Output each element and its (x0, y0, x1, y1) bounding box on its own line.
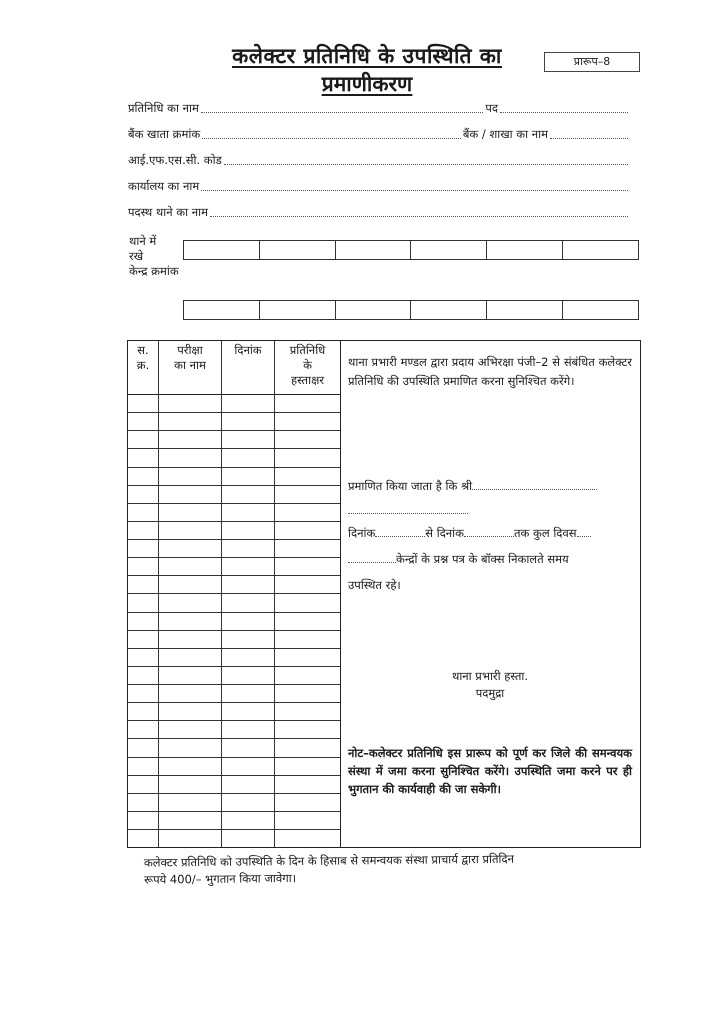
signature-cell[interactable] (275, 486, 340, 503)
table-row (128, 721, 340, 739)
serial-cell[interactable] (128, 558, 159, 575)
name-input-line-2[interactable] (348, 512, 468, 514)
digit-box[interactable] (335, 241, 411, 259)
serial-cell[interactable] (128, 431, 159, 448)
table-row (128, 449, 340, 467)
signature-cell[interactable] (275, 468, 340, 485)
exam-name-cell[interactable] (159, 504, 222, 521)
label-line: केन्द्र क्रमांक (129, 264, 179, 278)
title-line-1: कलेक्टर प्रतिनिधि के उपस्थिति का (232, 44, 502, 68)
header-exam-name (159, 341, 222, 394)
digit-box[interactable] (410, 241, 486, 259)
field-bank-account (128, 124, 630, 142)
exam-name-cell[interactable] (159, 468, 222, 485)
exam-name-cell[interactable] (159, 522, 222, 539)
certification-pane (341, 341, 640, 847)
serial-cell[interactable] (128, 631, 159, 648)
signature-cell[interactable] (275, 703, 340, 720)
header-serial (128, 341, 159, 394)
center-number-label (129, 234, 179, 279)
cert-prefix: प्रमाणित किया जाता है कि श्री (348, 479, 473, 493)
account-input-line[interactable] (202, 137, 461, 139)
serial-cell[interactable] (128, 649, 159, 666)
exam-name-cell[interactable] (159, 649, 222, 666)
field-label: पद (485, 101, 498, 115)
serial-cell[interactable] (128, 721, 159, 738)
serial-cell[interactable] (128, 522, 159, 539)
exam-name-cell[interactable] (159, 721, 222, 738)
header-text: क्र. (136, 358, 150, 372)
date-cell[interactable] (222, 758, 275, 775)
document-title (222, 42, 512, 98)
center-number-boxes-2 (183, 300, 639, 320)
digit-box[interactable] (259, 241, 335, 259)
exam-name-cell[interactable] (159, 703, 222, 720)
table-row (128, 594, 340, 612)
date-to-input[interactable] (464, 535, 514, 537)
serial-cell[interactable] (128, 413, 159, 430)
name-input-line[interactable] (201, 111, 484, 113)
office-input-line[interactable] (201, 189, 628, 191)
signature-cell[interactable] (275, 721, 340, 738)
exam-name-cell[interactable] (159, 431, 222, 448)
table-row (128, 504, 340, 522)
digit-box[interactable] (259, 301, 335, 319)
digit-box[interactable] (410, 301, 486, 319)
note-text: नोट–कलेक्टर प्रतिनिधि इस प्रारूप को पूर्ण कर जिले की समन्वयक संस्था में जमा करना सुनिश्चित करेंगे। उपस्थिति जमा करने पर ही भुगतान की कार्यवाही की जा सकेगी। (348, 746, 632, 796)
exam-name-cell[interactable] (159, 739, 222, 756)
serial-cell[interactable] (128, 794, 159, 811)
field-label: पदस्थ थाने का नाम (128, 205, 208, 219)
serial-cell[interactable] (128, 576, 159, 593)
attendance-grid (128, 341, 341, 847)
center-number-boxes-1 (183, 240, 639, 260)
exam-name-cell[interactable] (159, 576, 222, 593)
date-cell[interactable] (222, 613, 275, 630)
table-row (128, 613, 340, 631)
date-cell[interactable] (222, 739, 275, 756)
header-text: दिनांक (234, 343, 262, 357)
table-row (128, 703, 340, 721)
date-cell[interactable] (222, 395, 275, 412)
signature-cell[interactable] (275, 522, 340, 539)
exam-name-cell[interactable] (159, 395, 222, 412)
date-cell[interactable] (222, 594, 275, 611)
table-row (128, 558, 340, 576)
exam-name-cell[interactable] (159, 830, 222, 847)
total-days-label: तक कुल दिवस (514, 526, 577, 540)
date-from-input[interactable] (375, 535, 425, 537)
signature-cell[interactable] (275, 758, 340, 775)
exam-name-cell[interactable] (159, 413, 222, 430)
exam-name-cell[interactable] (159, 794, 222, 811)
exam-name-cell[interactable] (159, 558, 222, 575)
table-row (128, 830, 340, 847)
table-row (128, 649, 340, 667)
table-row (128, 522, 340, 540)
present-line: उपस्थित रहे। (348, 578, 401, 592)
exam-name-cell[interactable] (159, 776, 222, 793)
label-line: रखे (129, 249, 144, 263)
header-date (222, 341, 275, 394)
signature-block (348, 668, 632, 702)
table-row (128, 576, 340, 594)
date-cell[interactable] (222, 667, 275, 684)
field-representative-name (128, 98, 630, 116)
serial-cell[interactable] (128, 594, 159, 611)
digit-box[interactable] (486, 301, 562, 319)
table-row (128, 540, 340, 558)
serial-cell[interactable] (128, 812, 159, 829)
instruction-text: थाना प्रभारी मण्डल द्वारा प्रदाय अभिरक्षा पंजी–2 से संबंधित कलेक्टर प्रतिनिधि की उपस्थिति प्रमाणित करना सुनिश्चित करेंगे। (348, 355, 632, 388)
date-cell[interactable] (222, 631, 275, 648)
centers-text: केन्द्रों के प्रश्न पत्र के बॉक्स निकालते समय (396, 552, 569, 566)
date-cell[interactable] (222, 721, 275, 738)
date-cell[interactable] (222, 776, 275, 793)
table-row (128, 685, 340, 703)
date-cell[interactable] (222, 449, 275, 466)
bank-branch-input-line[interactable] (550, 137, 628, 139)
date-cell[interactable] (222, 649, 275, 666)
header-text: परीक्षा (177, 343, 203, 357)
table-row (128, 776, 340, 794)
table-row (128, 758, 340, 776)
serial-cell[interactable] (128, 703, 159, 720)
title-line-2: प्रमाणीकरण (321, 72, 413, 96)
label-line: थाने में (129, 234, 157, 248)
date-cell[interactable] (222, 522, 275, 539)
exam-name-cell[interactable] (159, 449, 222, 466)
date-cell[interactable] (222, 540, 275, 557)
name-continuation-line (348, 501, 632, 520)
serial-cell[interactable] (128, 613, 159, 630)
exam-name-cell[interactable] (159, 685, 222, 702)
signature-cell[interactable] (275, 395, 340, 412)
digit-box[interactable] (184, 301, 259, 319)
digit-box[interactable] (335, 301, 411, 319)
field-label: प्रतिनिधि का नाम (128, 101, 199, 115)
serial-cell[interactable] (128, 504, 159, 521)
field-ifsc (128, 150, 630, 168)
table-row (128, 395, 340, 413)
signature-cell[interactable] (275, 449, 340, 466)
field-label: बैंक / शाखा का नाम (462, 127, 548, 141)
date-cell[interactable] (222, 413, 275, 430)
exam-name-cell[interactable] (159, 758, 222, 775)
serial-cell[interactable] (128, 540, 159, 557)
exam-name-cell[interactable] (159, 540, 222, 557)
signature-cell[interactable] (275, 413, 340, 430)
header-text: प्रतिनिधि (289, 343, 326, 357)
name-input-line[interactable] (472, 488, 597, 490)
field-label: कार्यालय का नाम (128, 179, 200, 193)
date-range-line (348, 524, 632, 543)
table-row (128, 794, 340, 812)
signature-cell[interactable] (275, 558, 340, 575)
table-row (128, 431, 340, 449)
date-cell[interactable] (222, 576, 275, 593)
header-text: के (303, 358, 312, 372)
date-cell[interactable] (222, 812, 275, 829)
signature-cell[interactable] (275, 594, 340, 611)
signature-cell[interactable] (275, 540, 340, 557)
table-header (128, 341, 340, 395)
exam-name-cell[interactable] (159, 667, 222, 684)
signature-cell[interactable] (275, 504, 340, 521)
date-cell[interactable] (222, 830, 275, 847)
date-to-label: से दिनांक (425, 526, 464, 540)
centers-input[interactable] (348, 561, 396, 563)
digit-box[interactable] (184, 241, 259, 259)
table-row (128, 739, 340, 757)
serial-cell[interactable] (128, 685, 159, 702)
field-police-station (128, 202, 630, 220)
date-cell[interactable] (222, 558, 275, 575)
station-input-line[interactable] (210, 215, 628, 217)
signature-cell[interactable] (275, 431, 340, 448)
header-signature (275, 341, 340, 394)
payment-footer (144, 849, 644, 888)
ifsc-input-line[interactable] (224, 163, 628, 165)
date-cell[interactable] (222, 431, 275, 448)
footer-line-1: कलेक्टर प्रतिनिधि को उपस्थिति के दिन के हिसाब से समन्वयक संस्था प्राचार्य द्वारा प्रतिदिन (143, 851, 515, 870)
signature-cell[interactable] (275, 576, 340, 593)
serial-cell[interactable] (128, 758, 159, 775)
signature-cell[interactable] (275, 830, 340, 847)
signature-cell[interactable] (275, 685, 340, 702)
certification-line (348, 477, 632, 496)
table-row (128, 486, 340, 504)
seal-label: पदमुद्रा (475, 686, 505, 700)
table-row (128, 413, 340, 431)
exam-name-cell[interactable] (159, 613, 222, 630)
centers-line (348, 550, 632, 569)
table-row (128, 468, 340, 486)
header-text: हस्ताक्षर (290, 373, 325, 387)
table-row (128, 812, 340, 830)
exam-name-cell[interactable] (159, 594, 222, 611)
signature-cell[interactable] (275, 739, 340, 756)
date-cell[interactable] (222, 504, 275, 521)
header-text: का नाम (174, 358, 206, 372)
table-row (128, 631, 340, 649)
form-number-badge: प्रारूप–8 (544, 52, 640, 72)
signature-cell[interactable] (275, 776, 340, 793)
field-label: बैंक खाता क्रमांक (128, 127, 201, 141)
table-body (128, 395, 340, 847)
signature-cell[interactable] (275, 613, 340, 630)
date-cell[interactable] (222, 486, 275, 503)
serial-cell[interactable] (128, 486, 159, 503)
exam-name-cell[interactable] (159, 631, 222, 648)
serial-cell[interactable] (128, 739, 159, 756)
signature-label: थाना प्रभारी हस्ता. (451, 669, 529, 683)
signature-cell[interactable] (275, 812, 340, 829)
signature-cell[interactable] (275, 794, 340, 811)
table-row (128, 667, 340, 685)
date-cell[interactable] (222, 794, 275, 811)
serial-cell[interactable] (128, 776, 159, 793)
serial-cell[interactable] (128, 830, 159, 847)
total-days-input[interactable] (577, 535, 591, 537)
date-from-label: दिनांक (348, 526, 376, 540)
digit-box[interactable] (562, 301, 638, 319)
attendance-table (127, 340, 641, 848)
exam-name-cell[interactable] (159, 812, 222, 829)
date-cell[interactable] (222, 703, 275, 720)
digit-box[interactable] (486, 241, 562, 259)
header-text: स. (137, 343, 149, 357)
serial-cell[interactable] (128, 395, 159, 412)
date-cell[interactable] (222, 468, 275, 485)
designation-input-line[interactable] (500, 111, 628, 113)
serial-cell[interactable] (128, 449, 159, 466)
signature-cell[interactable] (275, 649, 340, 666)
serial-cell[interactable] (128, 667, 159, 684)
signature-cell[interactable] (275, 667, 340, 684)
field-office-name (128, 176, 630, 194)
digit-box[interactable] (562, 241, 638, 259)
serial-cell[interactable] (128, 468, 159, 485)
exam-name-cell[interactable] (159, 486, 222, 503)
field-label: आई.एफ.एस.सी. कोड (128, 153, 222, 167)
date-cell[interactable] (222, 685, 275, 702)
signature-cell[interactable] (275, 631, 340, 648)
footer-line-2: रूपये 400/– भुगतान किया जावेगा। (144, 871, 297, 887)
